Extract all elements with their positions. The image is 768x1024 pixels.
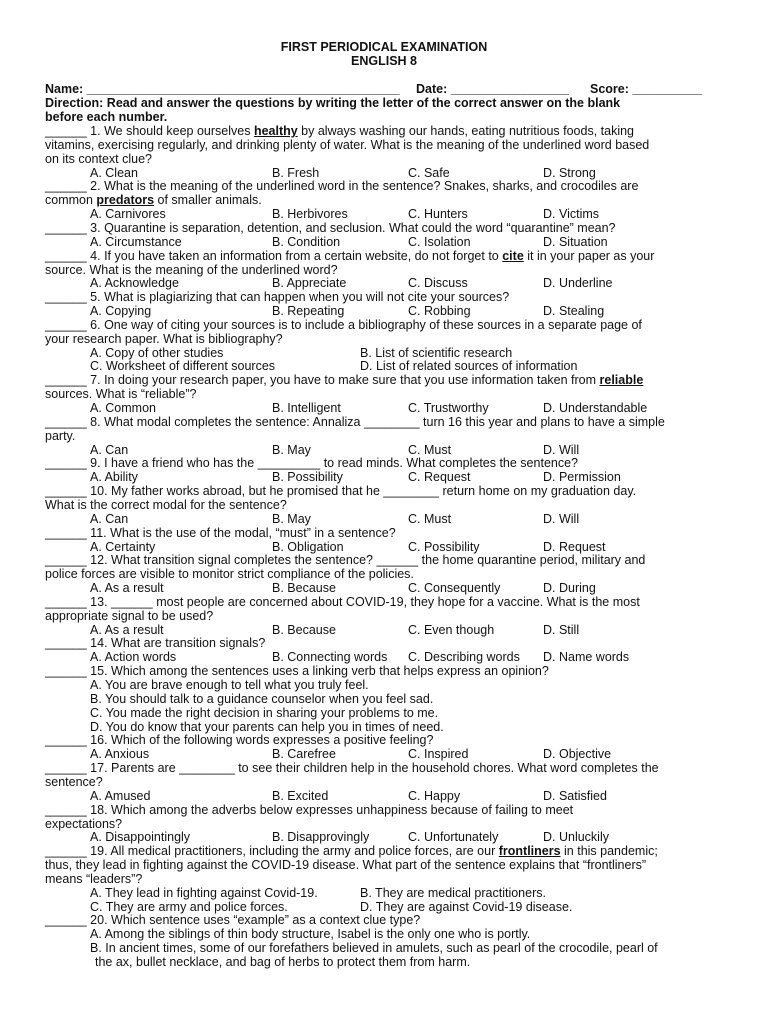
question-text: ______ 20. Which sentence uses “example” as a context clue type? xyxy=(45,913,421,928)
question-6-text-line xyxy=(45,318,642,332)
answer-option: B. Disapprovingly xyxy=(272,830,370,845)
question-4-text-line xyxy=(45,249,654,263)
answer-option: C. Possibility xyxy=(408,539,480,554)
question-8-text-line xyxy=(45,429,75,443)
question-text: ______ 10. My father works abroad, but he promised that he ________ return home on my graduation day. xyxy=(45,484,637,499)
question-text: party. xyxy=(45,428,76,443)
question-text: ______ 1. We should keep ourselves xyxy=(45,124,254,138)
question-text: ______ 9. I have a friend who has the _________ to read minds. What completes the sentence? xyxy=(45,456,578,471)
answer-option: D. Still xyxy=(543,622,580,637)
answer-option: C. Request xyxy=(408,470,471,485)
answer-option: C. Even though xyxy=(408,622,495,637)
answer-option: B. Fresh xyxy=(272,165,320,180)
answer-option: B. In ancient times, some of our forefathers believed in amulets, such as pearl of the crocodile, pearl of xyxy=(90,941,658,956)
answer-option: D. You do know that your parents can help you in times of need. xyxy=(90,719,444,734)
answer-option: A. Amused xyxy=(90,788,151,803)
answer-option: C. You made the right decision in sharing your problems to me. xyxy=(90,705,439,720)
answer-option: C. Trustworthy xyxy=(408,401,489,415)
question-text: ______ 15. Which among the sentences uses a linking verb that helps express an opinion? xyxy=(45,664,549,679)
answer-option: B. Because xyxy=(272,622,336,637)
question-19-text-line xyxy=(45,858,646,872)
answer-option: C. Consequently xyxy=(408,581,501,596)
question-text: means “leaders”? xyxy=(45,871,143,886)
date-field: Date: _________________ xyxy=(416,82,569,96)
answer-option: B. May xyxy=(272,511,311,526)
answer-option: B. Herbivores xyxy=(272,207,348,222)
question-2-text-line xyxy=(45,179,638,193)
question-text: sources. What is “reliable”? xyxy=(45,387,197,402)
answer-option: A. Action words xyxy=(90,650,177,665)
answer-option: A. Clean xyxy=(90,165,138,180)
answer-option: C. Worksheet of different sources xyxy=(90,359,276,374)
question-18-text-line xyxy=(45,817,122,831)
answer-option: B. Because xyxy=(272,581,336,596)
answer-option: D. Stealing xyxy=(543,304,605,319)
answer-option: A. Carnivores xyxy=(90,207,166,222)
question-text: ______ 2. What is the meaning of the underlined word in the sentence? Snakes, sharks, and crocodiles are xyxy=(45,179,639,194)
question-text: thus, they lead in fighting against the COVID-19 disease. What part of the sentence explains that “frontliners” xyxy=(45,858,647,873)
answer-option: C. Must xyxy=(408,511,452,526)
question-text: appropriate signal to be used? xyxy=(45,608,214,623)
answer-option: C. Discuss xyxy=(408,276,468,291)
answer-option: A. You are brave enough to tell what you truly feel. xyxy=(90,678,369,692)
question-text: ______ 7. In doing your research paper, you have to make sure that you use information taken from xyxy=(45,373,600,388)
question-20-text-line xyxy=(45,913,420,927)
question-text: ______ 17. Parents are ________ to see their children help in the household chores. What word completes the xyxy=(45,761,659,776)
question-text: ______ 6. One way of citing your sources is to include a bibliography of these sources in a separate page of xyxy=(45,317,642,332)
question-1-text-line xyxy=(45,152,152,166)
answer-option: A. They lead in fighting against Covid-19. xyxy=(90,885,318,900)
answer-option: C. Robbing xyxy=(408,304,471,319)
answer-option: B. You should talk to a guidance counselor when you feel sad. xyxy=(90,691,434,706)
question-7-text-line xyxy=(45,387,196,401)
underlined-keyword: cite xyxy=(502,248,524,263)
answer-option: C. Hunters xyxy=(408,207,468,222)
question-5-text-line xyxy=(45,290,509,304)
question-text: ______ 5. What is plagiarizing that can happen when you will not cite your sources? xyxy=(45,290,510,305)
exam-title: FIRST PERIODICAL EXAMINATION xyxy=(280,40,488,54)
question-text: ______ 13. ______ most people are concerned about COVID-19, they hope for a vaccine. What is the most xyxy=(45,594,640,609)
score-field: Score: __________ xyxy=(590,82,702,96)
answer-option: B. Excited xyxy=(272,788,329,803)
question-2-text-line xyxy=(45,193,262,207)
question-text: by always washing our hands, eating nutritious foods, taking xyxy=(297,124,635,138)
answer-option: B. Carefree xyxy=(272,747,336,762)
answer-option: D. Name words xyxy=(543,650,630,665)
question-7-text-line xyxy=(45,373,643,387)
direction-line-2: before each number. xyxy=(45,110,168,124)
question-text: on its context clue? xyxy=(45,151,153,166)
question-11-text-line xyxy=(45,526,396,540)
answer-option: C. Happy xyxy=(408,788,461,803)
question-text: ______ 4. If you have taken an information from a certain website, do not forget to xyxy=(45,248,503,263)
answer-option: D. They are against Covid-19 disease. xyxy=(360,899,573,914)
question-12-text-line xyxy=(45,567,414,581)
question-text: common xyxy=(45,193,97,208)
answer-option: D. During xyxy=(543,581,596,596)
question-text: police forces are visible to monitor strict compliance of the policies. xyxy=(45,567,414,582)
question-text: ______ 12. What transition signal completes the sentence? ______ the home quarantine period, military and xyxy=(45,553,646,568)
question-19-text-line xyxy=(45,872,142,886)
exam-subject: ENGLISH 8 xyxy=(351,54,417,68)
answer-option: A. Copying xyxy=(90,304,152,319)
answer-option: D. Underline xyxy=(543,276,613,291)
answer-option: D. Will xyxy=(543,442,580,457)
question-6-text-line xyxy=(45,332,283,346)
answer-option: A. Ability xyxy=(90,470,138,485)
answer-option: D. Will xyxy=(543,511,580,526)
answer-option: D. Permission xyxy=(543,470,621,485)
answer-option: D. Victims xyxy=(543,207,600,222)
question-17-text-line xyxy=(45,761,659,775)
answer-option: D. Strong xyxy=(543,165,596,180)
question-19-text-line xyxy=(45,844,658,858)
question-text: vitamins, exercising regularly, and drinking plenty of water. What is the meaning of the underlined word based xyxy=(45,137,650,152)
question-1-text-line xyxy=(45,124,634,138)
question-text: ______ 3. Quarantine is separation, detention, and seclusion. What could the word “quarantine” mean? xyxy=(45,220,616,235)
question-3-text-line xyxy=(45,221,616,235)
answer-option: A. Acknowledge xyxy=(90,276,179,291)
underlined-keyword: reliable xyxy=(599,373,644,388)
answer-option: D. Satisfied xyxy=(543,788,607,803)
answer-option: D. Situation xyxy=(543,234,608,249)
answer-option: C. Unfortunately xyxy=(408,830,499,845)
answer-option: D. Objective xyxy=(543,747,612,762)
answer-option: A. Can xyxy=(90,442,129,457)
question-text: your research paper. What is bibliography? xyxy=(45,331,283,346)
answer-option: C. Inspired xyxy=(408,747,469,762)
question-text: expectations? xyxy=(45,816,123,831)
answer-option: A. Certainty xyxy=(90,539,156,554)
question-9-text-line xyxy=(45,456,578,470)
answer-option: A. Can xyxy=(90,511,129,526)
underlined-keyword: healthy xyxy=(253,124,298,138)
answer-option: B. List of scientific research xyxy=(360,345,513,360)
question-1-text-line xyxy=(45,138,649,152)
question-18-text-line xyxy=(45,803,573,817)
answer-option: A. Disappointingly xyxy=(90,830,191,845)
question-8-text-line xyxy=(45,415,665,429)
answer-option: C. Isolation xyxy=(408,234,471,249)
question-12-text-line xyxy=(45,553,645,567)
direction-line-1: Direction: Read and answer the questions by writing the letter of the correct answer on the blank xyxy=(45,96,621,110)
question-text: ______ 18. Which among the adverbs below expresses unhappiness because of failing to meet xyxy=(45,802,574,817)
question-17-text-line xyxy=(45,775,103,789)
answer-option: D. Request xyxy=(543,539,606,554)
question-text: of smaller animals. xyxy=(154,193,262,208)
answer-option: C. Describing words xyxy=(408,650,520,665)
answer-option: B. Appreciate xyxy=(272,276,347,291)
answer-option: B. Condition xyxy=(272,234,341,249)
answer-option: C. They are army and police forces. xyxy=(90,899,288,914)
answer-option: D. Understandable xyxy=(543,401,648,415)
question-text: ______ 14. What are transition signals? xyxy=(45,636,266,651)
answer-option: B. They are medical practitioners. xyxy=(360,885,546,900)
answer-option: B. Connecting words xyxy=(272,650,388,665)
underlined-keyword: predators xyxy=(96,193,155,208)
question-text: it in your paper as your xyxy=(523,248,655,263)
answer-option: C. Safe xyxy=(408,165,450,180)
question-15-text-line xyxy=(45,664,549,678)
underlined-keyword: frontliners xyxy=(498,844,561,859)
question-text: ______ 16. Which of the following words expresses a positive feeling? xyxy=(45,733,434,748)
answer-option: the ax, bullet necklace, and bag of herbs to protect them from harm. xyxy=(95,955,471,969)
answer-option: A. Circumstance xyxy=(90,234,182,249)
answer-option: A. Common xyxy=(90,401,156,415)
question-text: ______ 11. What is the use of the modal, “must” in a sentence? xyxy=(45,525,396,540)
question-16-text-line xyxy=(45,733,433,747)
question-4-text-line xyxy=(45,263,338,277)
question-text: What is the correct modal for the sentence? xyxy=(45,497,287,512)
question-text: sentence? xyxy=(45,774,103,789)
answer-option: B. Intelligent xyxy=(272,401,341,415)
question-13-text-line xyxy=(45,609,213,623)
answer-option: A. As a result xyxy=(90,581,164,596)
answer-option: A. As a result xyxy=(90,622,164,637)
question-text: source. What is the meaning of the underlined word? xyxy=(45,262,338,277)
answer-option: B. Possibility xyxy=(272,470,343,485)
question-10-text-line xyxy=(45,498,287,512)
answer-option: A. Among the siblings of thin body structure, Isabel is the only one who is portly. xyxy=(90,927,531,942)
question-text: in this pandemic; xyxy=(560,844,658,859)
answer-option: A. Anxious xyxy=(90,747,150,762)
question-14-text-line xyxy=(45,636,265,650)
answer-option: B. May xyxy=(272,442,311,457)
question-text: ______ 19. All medical practitioners, including the army and police forces, are our xyxy=(45,844,499,859)
answer-option: A. Copy of other studies xyxy=(90,345,224,360)
question-13-text-line xyxy=(45,595,640,609)
answer-option: D. List of related sources of information xyxy=(360,359,578,374)
question-10-text-line xyxy=(45,484,636,498)
name-field: Name: _____________________________________________ xyxy=(45,82,400,96)
answer-option: C. Must xyxy=(408,442,452,457)
answer-option: B. Repeating xyxy=(272,304,345,319)
question-text: ______ 8. What modal completes the sentence: Annaliza ________ turn 16 this year and plans to have a simple xyxy=(45,414,665,429)
answer-option: D. Unluckily xyxy=(543,830,609,845)
answer-option: B. Obligation xyxy=(272,539,344,554)
